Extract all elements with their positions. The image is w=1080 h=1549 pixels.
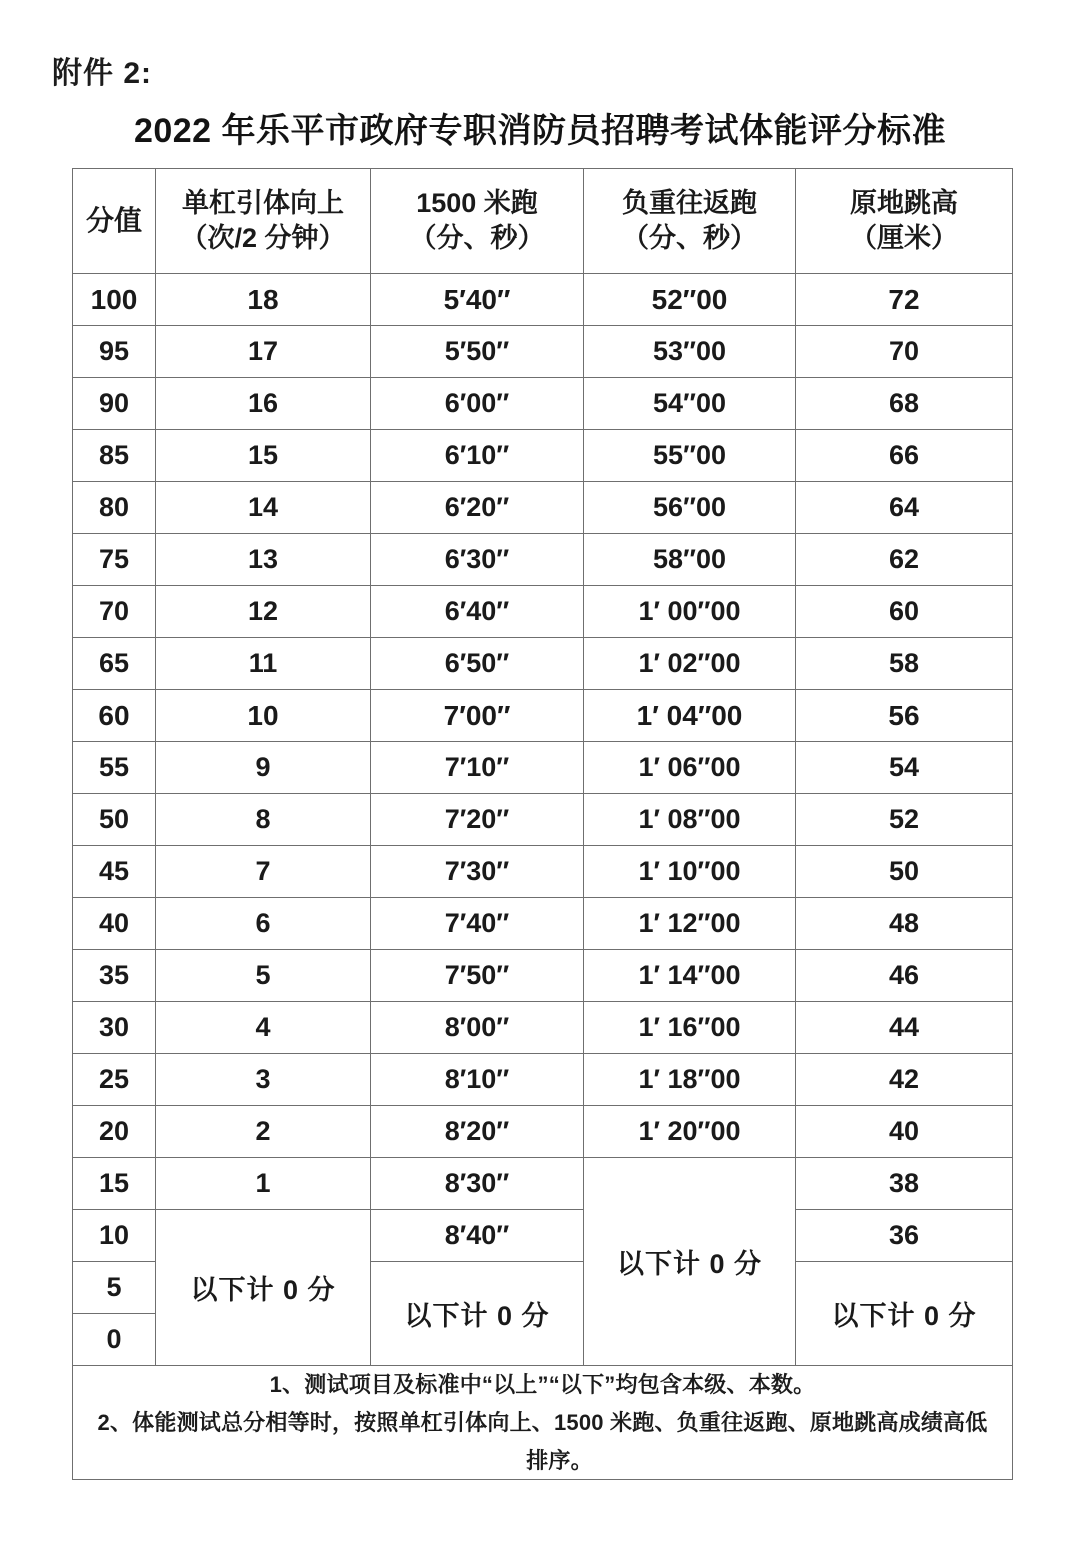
cell-score: 80 bbox=[73, 482, 156, 534]
note-2: 2、体能测试总分相等时，按照单杠引体向上、1500 米跑、负重往返跑、原地跳高成绩高低 bbox=[97, 1409, 988, 1435]
cell-jump: 68 bbox=[796, 378, 1013, 430]
table-row bbox=[73, 1106, 1013, 1158]
cell-run1500: 7′30″ bbox=[371, 846, 584, 898]
header-jump-line1: 原地跳高 bbox=[850, 187, 958, 218]
cell-run1500-zero-note: 以下计 0 分 bbox=[371, 1262, 584, 1366]
cell-run1500: 8′20″ bbox=[371, 1106, 584, 1158]
cell-score: 45 bbox=[73, 846, 156, 898]
table-row bbox=[73, 326, 1013, 378]
cell-pullup: 18 bbox=[156, 274, 371, 326]
cell-run1500: 7′50″ bbox=[371, 950, 584, 1002]
header-run1500-line1: 1500 米跑 bbox=[416, 187, 538, 218]
cell-shuttle: 1′ 18″00 bbox=[584, 1054, 796, 1106]
table-row bbox=[73, 1002, 1013, 1054]
cell-score: 75 bbox=[73, 534, 156, 586]
cell-score: 35 bbox=[73, 950, 156, 1002]
table-row bbox=[73, 950, 1013, 1002]
cell-pullup: 7 bbox=[156, 846, 371, 898]
cell-jump-zero-note: 以下计 0 分 bbox=[796, 1262, 1013, 1366]
cell-jump: 56 bbox=[796, 690, 1013, 742]
cell-score: 20 bbox=[73, 1106, 156, 1158]
cell-run1500: 7′20″ bbox=[371, 794, 584, 846]
cell-pullup: 15 bbox=[156, 430, 371, 482]
cell-jump: 52 bbox=[796, 794, 1013, 846]
cell-score: 100 bbox=[73, 274, 156, 326]
column-header-run1500 bbox=[371, 169, 584, 274]
cell-run1500: 6′00″ bbox=[371, 378, 584, 430]
cell-jump: 62 bbox=[796, 534, 1013, 586]
fitness-score-table bbox=[72, 168, 1013, 1480]
cell-score: 60 bbox=[73, 690, 156, 742]
cell-jump: 60 bbox=[796, 586, 1013, 638]
cell-run1500: 5′40″ bbox=[371, 274, 584, 326]
table-row bbox=[73, 742, 1013, 794]
cell-jump: 40 bbox=[796, 1106, 1013, 1158]
header-score-line1: 分值 bbox=[85, 204, 142, 236]
cell-shuttle: 1′ 02″00 bbox=[584, 638, 796, 690]
cell-jump: 66 bbox=[796, 430, 1013, 482]
cell-run1500: 8′10″ bbox=[371, 1054, 584, 1106]
cell-shuttle-zero-note: 以下计 0 分 bbox=[584, 1158, 796, 1366]
cell-jump: 50 bbox=[796, 846, 1013, 898]
cell-jump: 70 bbox=[796, 326, 1013, 378]
table-row bbox=[73, 482, 1013, 534]
header-pullup-line2: （次/2 分钟） bbox=[180, 223, 346, 253]
cell-run1500: 6′20″ bbox=[371, 482, 584, 534]
cell-pullup: 8 bbox=[156, 794, 371, 846]
cell-jump: 42 bbox=[796, 1054, 1013, 1106]
cell-run1500: 8′40″ bbox=[371, 1210, 584, 1262]
cell-run1500: 6′50″ bbox=[371, 638, 584, 690]
cell-pullup: 4 bbox=[156, 1002, 371, 1054]
cell-pullup: 11 bbox=[156, 638, 371, 690]
cell-jump: 54 bbox=[796, 742, 1013, 794]
cell-shuttle: 1′ 08″00 bbox=[584, 794, 796, 846]
cell-pullup: 16 bbox=[156, 378, 371, 430]
cell-run1500: 7′00″ bbox=[371, 690, 584, 742]
cell-run1500: 6′10″ bbox=[371, 430, 584, 482]
cell-jump: 48 bbox=[796, 898, 1013, 950]
table-row bbox=[73, 846, 1013, 898]
table-row bbox=[73, 898, 1013, 950]
cell-shuttle: 1′ 04″00 bbox=[584, 690, 796, 742]
table-row bbox=[73, 1158, 1013, 1210]
cell-shuttle: 1′ 06″00 bbox=[584, 742, 796, 794]
cell-shuttle: 1′ 14″00 bbox=[584, 950, 796, 1002]
cell-pullup: 17 bbox=[156, 326, 371, 378]
cell-jump: 64 bbox=[796, 482, 1013, 534]
cell-pullup: 3 bbox=[156, 1054, 371, 1106]
table-row bbox=[73, 534, 1013, 586]
cell-score: 65 bbox=[73, 638, 156, 690]
cell-pullup: 13 bbox=[156, 534, 371, 586]
cell-shuttle: 1′ 12″00 bbox=[584, 898, 796, 950]
cell-score: 90 bbox=[73, 378, 156, 430]
table-row bbox=[73, 430, 1013, 482]
cell-score: 10 bbox=[73, 1210, 156, 1262]
table-row bbox=[73, 638, 1013, 690]
cell-score: 50 bbox=[73, 794, 156, 846]
cell-shuttle: 55″00 bbox=[584, 430, 796, 482]
cell-jump: 46 bbox=[796, 950, 1013, 1002]
column-header-shuttle bbox=[584, 169, 796, 274]
cell-pullup: 12 bbox=[156, 586, 371, 638]
cell-run1500: 8′00″ bbox=[371, 1002, 584, 1054]
note-2-continued: 排序。 bbox=[526, 1447, 593, 1473]
cell-score: 55 bbox=[73, 742, 156, 794]
cell-shuttle: 1′ 20″00 bbox=[584, 1106, 796, 1158]
table-row bbox=[73, 794, 1013, 846]
cell-score: 25 bbox=[73, 1054, 156, 1106]
cell-run1500: 8′30″ bbox=[371, 1158, 584, 1210]
cell-shuttle: 53″00 bbox=[584, 326, 796, 378]
cell-shuttle: 1′ 10″00 bbox=[584, 846, 796, 898]
cell-run1500: 6′40″ bbox=[371, 586, 584, 638]
header-pullup-line1: 单杠引体向上 bbox=[182, 187, 344, 218]
column-header-pullup bbox=[156, 169, 371, 274]
header-row bbox=[73, 169, 1013, 274]
header-shuttle-line2: （分、秒） bbox=[622, 223, 757, 253]
cell-pullup: 6 bbox=[156, 898, 371, 950]
cell-score: 5 bbox=[73, 1262, 156, 1314]
cell-pullup-zero-note: 以下计 0 分 bbox=[156, 1210, 371, 1366]
table-row bbox=[73, 1054, 1013, 1106]
cell-pullup: 1 bbox=[156, 1158, 371, 1210]
cell-shuttle: 52″00 bbox=[584, 274, 796, 326]
notes-cell bbox=[73, 1366, 1013, 1480]
cell-jump: 38 bbox=[796, 1158, 1013, 1210]
cell-run1500: 6′30″ bbox=[371, 534, 584, 586]
table-row bbox=[73, 274, 1013, 326]
cell-score: 95 bbox=[73, 326, 156, 378]
table-row bbox=[73, 378, 1013, 430]
table-row bbox=[73, 690, 1013, 742]
column-header-jump bbox=[796, 169, 1013, 274]
cell-shuttle: 1′ 16″00 bbox=[584, 1002, 796, 1054]
cell-pullup: 5 bbox=[156, 950, 371, 1002]
cell-score: 0 bbox=[73, 1314, 156, 1366]
cell-score: 15 bbox=[73, 1158, 156, 1210]
note-1: 1、测试项目及标准中“以上”“以下”均包含本级、本数。 bbox=[269, 1372, 816, 1397]
cell-jump: 44 bbox=[796, 1002, 1013, 1054]
cell-jump: 58 bbox=[796, 638, 1013, 690]
column-header-score bbox=[73, 169, 156, 274]
cell-shuttle: 54″00 bbox=[584, 378, 796, 430]
cell-score: 70 bbox=[73, 586, 156, 638]
cell-pullup: 10 bbox=[156, 690, 371, 742]
cell-run1500: 5′50″ bbox=[371, 326, 584, 378]
cell-shuttle: 56″00 bbox=[584, 482, 796, 534]
header-jump-line2: （厘米） bbox=[850, 223, 958, 253]
attachment-label: 附件 2: bbox=[52, 57, 153, 90]
header-shuttle-line1: 负重往返跑 bbox=[622, 187, 757, 218]
cell-pullup: 9 bbox=[156, 742, 371, 794]
score-table-container bbox=[72, 168, 1012, 1480]
table-header bbox=[73, 169, 1013, 274]
page-title: 2022 年乐平市政府专职消防员招聘考试体能评分标准 bbox=[133, 112, 947, 150]
table-body bbox=[73, 274, 1013, 1480]
cell-shuttle: 58″00 bbox=[584, 534, 796, 586]
cell-jump: 72 bbox=[796, 274, 1013, 326]
header-run1500-line2: （分、秒） bbox=[409, 223, 545, 253]
cell-score: 85 bbox=[73, 430, 156, 482]
cell-shuttle: 1′ 00″00 bbox=[584, 586, 796, 638]
cell-score: 30 bbox=[73, 1002, 156, 1054]
cell-jump: 36 bbox=[796, 1210, 1013, 1262]
table-row bbox=[73, 1210, 1013, 1262]
cell-score: 40 bbox=[73, 898, 156, 950]
cell-pullup: 2 bbox=[156, 1106, 371, 1158]
cell-run1500: 7′10″ bbox=[371, 742, 584, 794]
cell-run1500: 7′40″ bbox=[371, 898, 584, 950]
cell-pullup: 14 bbox=[156, 482, 371, 534]
table-notes-row bbox=[73, 1366, 1013, 1480]
table-row bbox=[73, 586, 1013, 638]
